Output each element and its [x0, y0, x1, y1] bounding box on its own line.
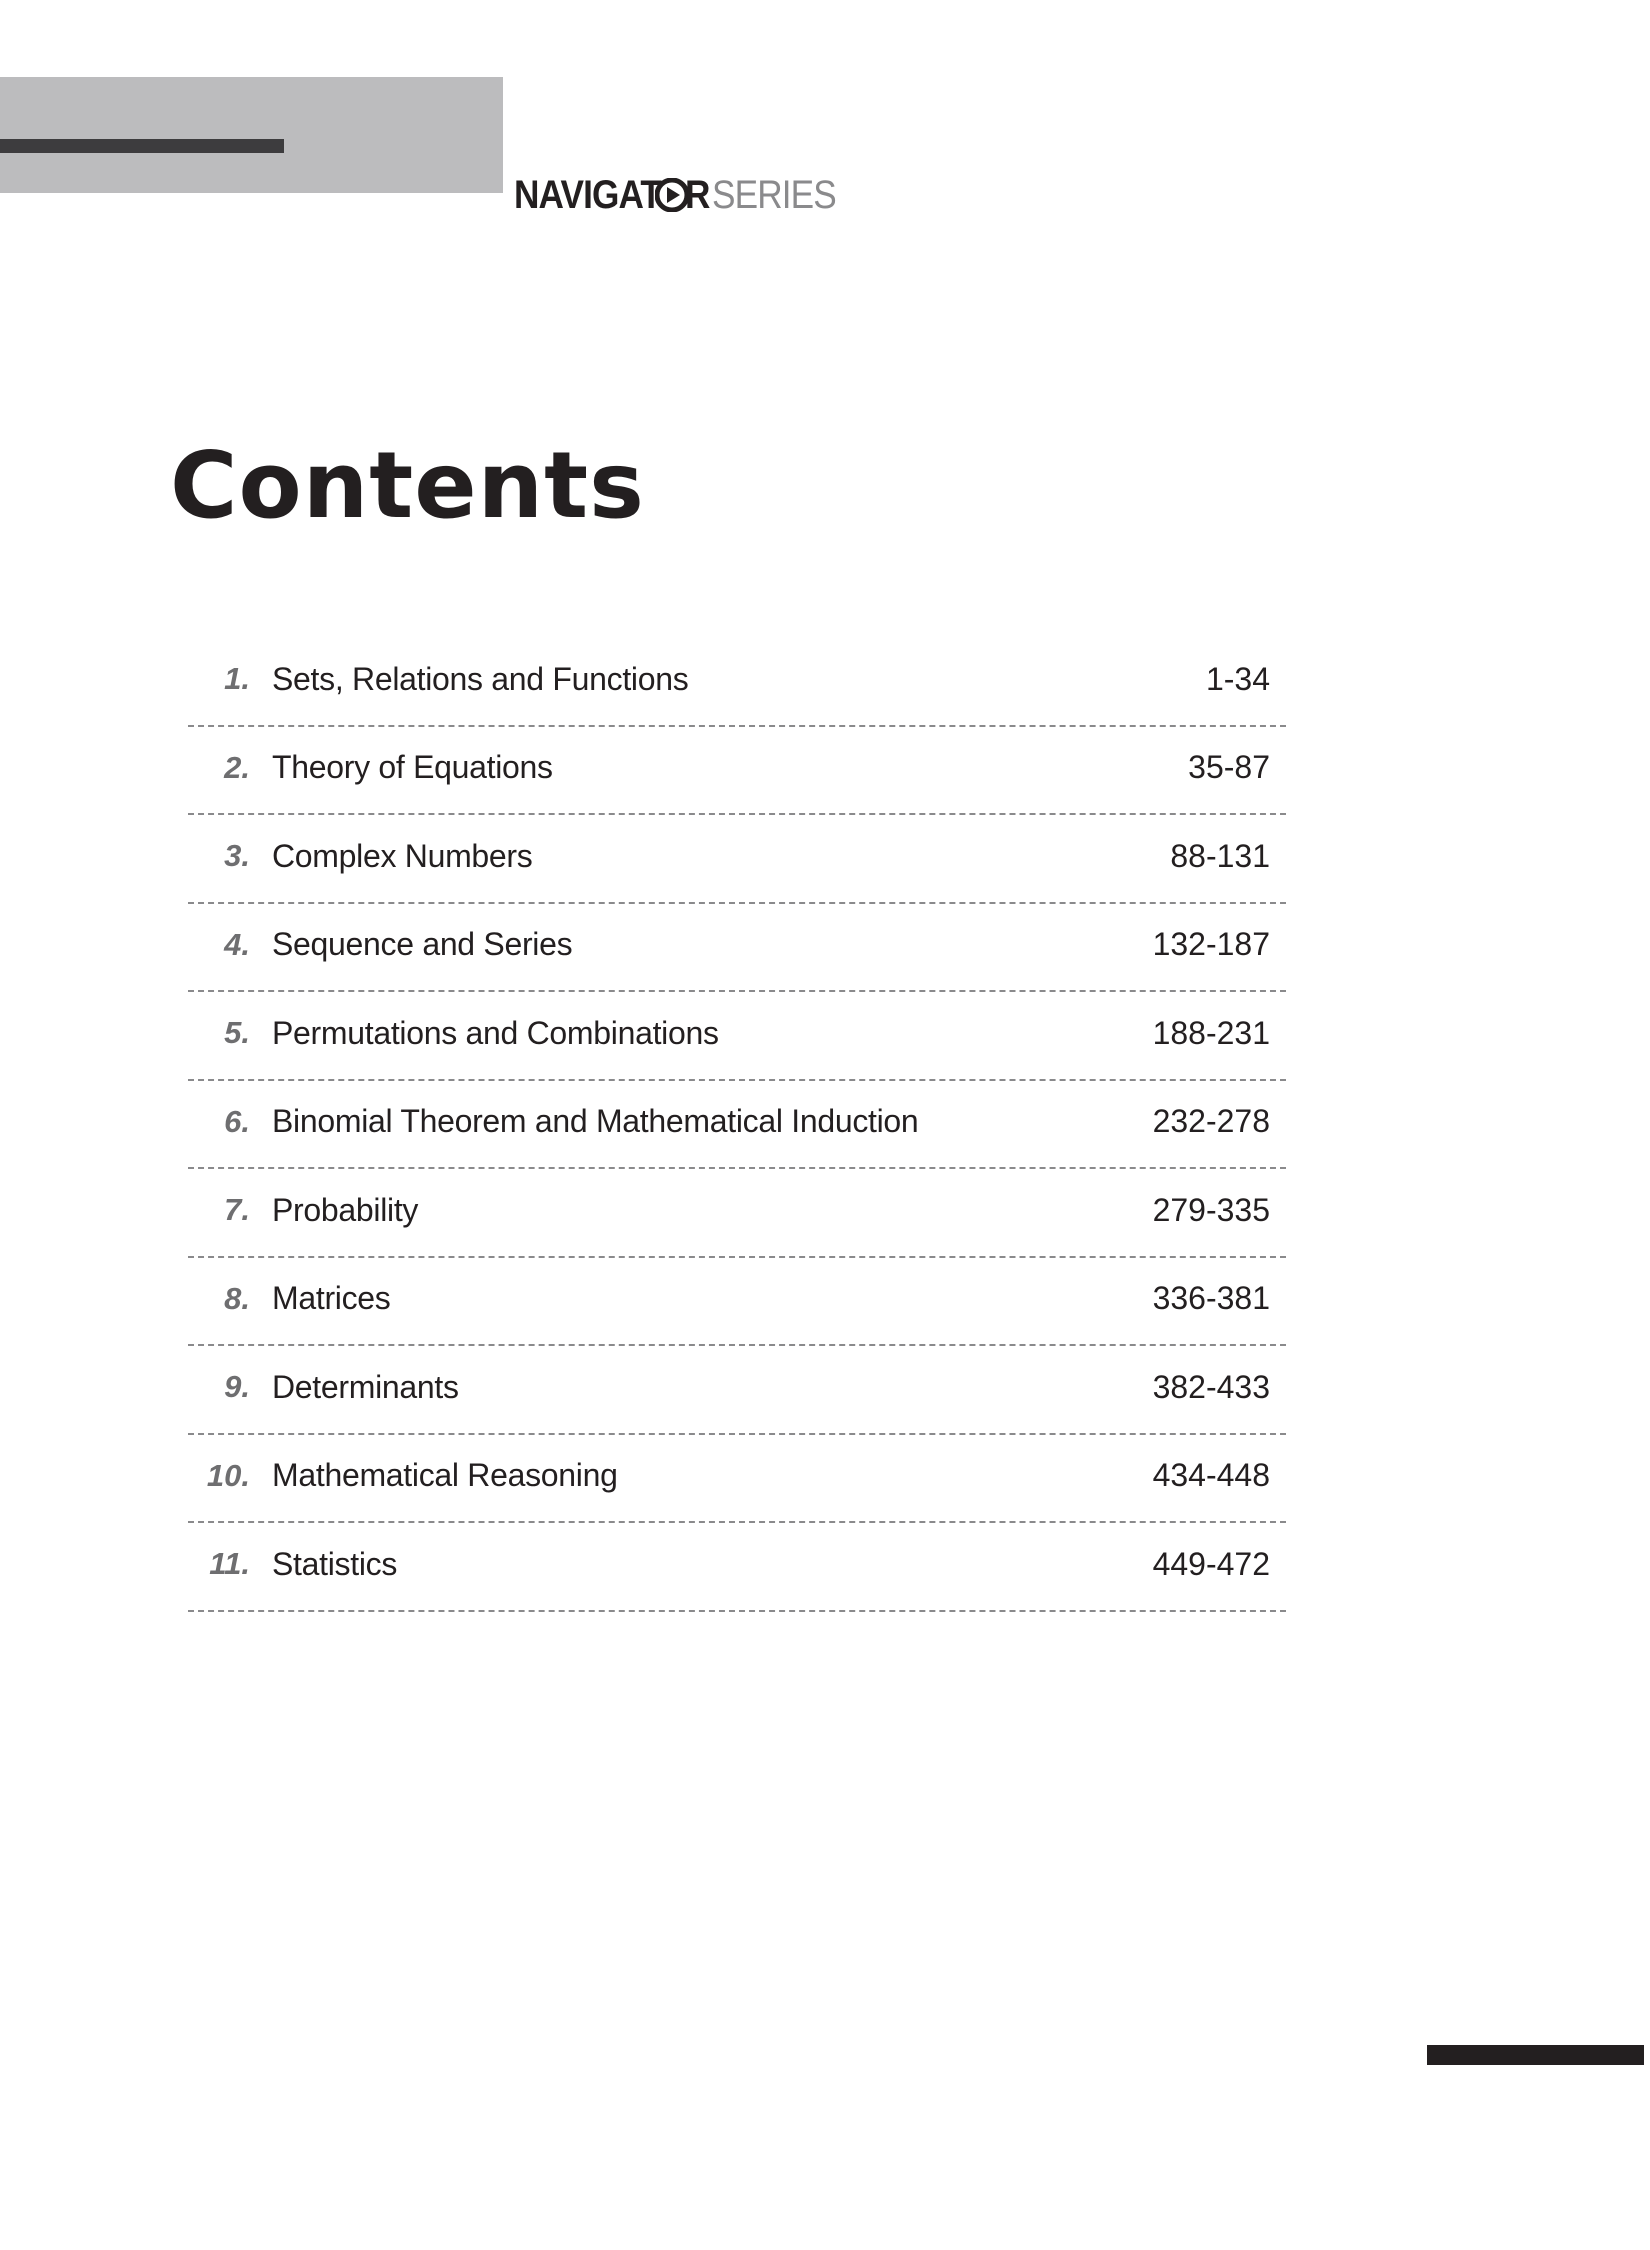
brand-wordmark-series: SERIES	[711, 172, 836, 217]
toc-row[interactable]	[188, 1346, 1286, 1435]
page-range: 232-278	[1152, 1103, 1270, 1140]
chapter-number: 7.	[224, 1192, 250, 1228]
table-of-contents	[188, 638, 1286, 1612]
chapter-title: Determinants	[272, 1368, 459, 1405]
chapter-number: 6.	[224, 1103, 250, 1139]
toc-row[interactable]	[188, 638, 1286, 727]
chapter-title: Statistics	[272, 1545, 398, 1582]
page-range: 88-131	[1170, 837, 1270, 874]
page-range: 279-335	[1152, 1191, 1270, 1228]
chapter-number: 8.	[224, 1280, 250, 1316]
header-dark-bar	[0, 139, 284, 153]
page-range: 336-381	[1152, 1280, 1270, 1317]
toc-row[interactable]	[188, 1435, 1286, 1524]
toc-row[interactable]	[188, 1258, 1286, 1347]
header-gray-band	[0, 77, 503, 193]
page-range: 449-472	[1152, 1545, 1270, 1582]
chapter-title: Sets, Relations and Functions	[272, 660, 689, 697]
page-range: 132-187	[1152, 926, 1270, 963]
toc-row[interactable]	[188, 1169, 1286, 1258]
chapter-number: 2.	[224, 749, 250, 785]
chapter-title: Permutations and Combinations	[272, 1014, 719, 1051]
toc-row[interactable]	[188, 815, 1286, 904]
chapter-number: 3.	[224, 838, 250, 874]
chapter-title: Complex Numbers	[272, 837, 533, 874]
page-range: 188-231	[1152, 1014, 1270, 1051]
chapter-number: 4.	[224, 926, 250, 962]
chapter-number: 1.	[224, 661, 250, 697]
brand-logo	[514, 165, 853, 225]
chapter-title: Mathematical Reasoning	[272, 1457, 618, 1494]
chapter-title: Probability	[272, 1191, 419, 1228]
toc-row[interactable]	[188, 1081, 1286, 1170]
chapter-number: 11.	[209, 1546, 250, 1582]
brand-wordmark-bold: NAVIGAT	[514, 172, 662, 217]
toc-row[interactable]	[188, 992, 1286, 1081]
footer-dark-bar	[1427, 2045, 1644, 2065]
chapter-title: Matrices	[272, 1280, 391, 1317]
page-range: 1-34	[1205, 660, 1270, 697]
chapter-number: 10.	[206, 1457, 250, 1493]
page-range: 382-433	[1152, 1368, 1270, 1405]
toc-row[interactable]	[188, 1523, 1286, 1612]
chapter-title: Sequence and Series	[272, 926, 573, 963]
chapter-number: 5.	[224, 1015, 250, 1051]
chapter-title: Theory of Equations	[272, 749, 553, 786]
chapter-title: Binomial Theorem and Mathematical Induction	[272, 1103, 919, 1140]
chapter-number: 9.	[224, 1369, 250, 1405]
page-range: 434-448	[1152, 1457, 1270, 1494]
toc-row[interactable]	[188, 904, 1286, 993]
brand-wordmark-r: R	[685, 172, 711, 217]
toc-row[interactable]	[188, 727, 1286, 816]
page-range: 35-87	[1188, 749, 1270, 786]
page-title: Contents	[170, 432, 645, 539]
